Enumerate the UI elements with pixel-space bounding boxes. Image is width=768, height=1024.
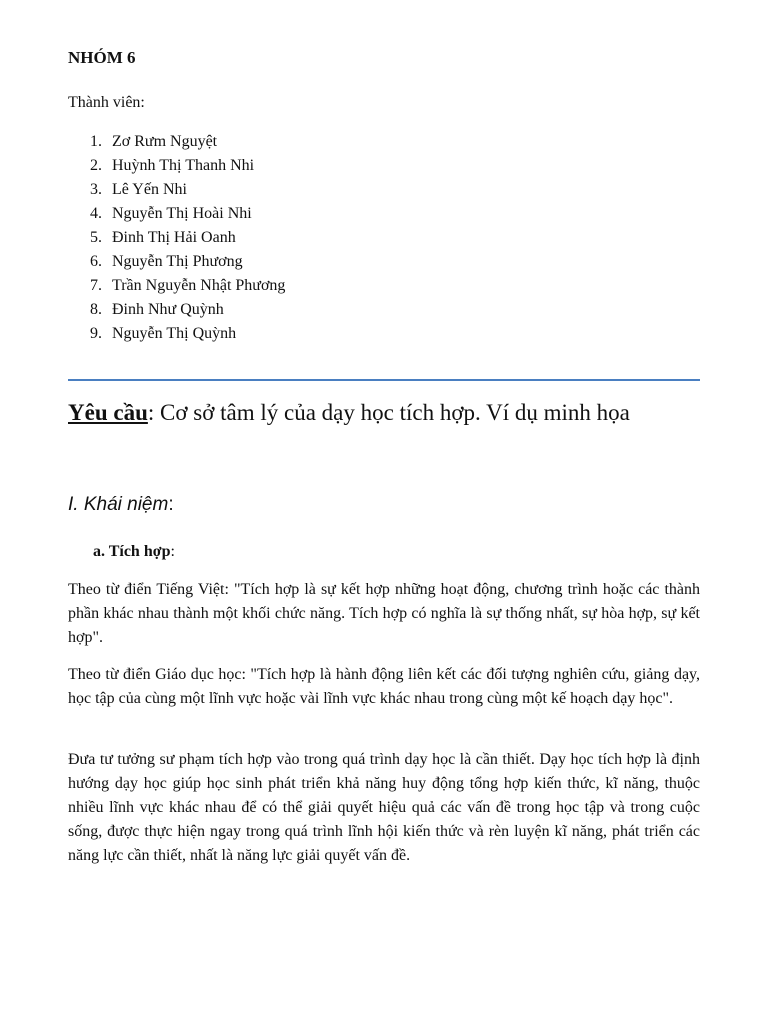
list-number: 2. [90,157,102,174]
list-number: 5. [90,229,102,246]
section-heading-text: I. Khái niệm [68,494,169,515]
list-item [90,178,285,202]
members-label: Thành viên: [68,94,145,111]
group-title: NHÓM 6 [68,48,136,67]
paragraph-integrated-teaching: Đưa tư tưởng sư phạm tích hợp vào trong quá trình dạy học là cần thiết. Dạy học tích hợp là định hướng dạy học giúp học sinh phát triển khả năng huy động tổng hợp kiến thức, kĩ năng, thuộc nhiều lĩnh vực khác nhau để có thể giải quyết hiệu quả các vấn đề trong học tập và trong cuộc sống, được thực hiện ngay trong quá trình lĩnh hội kiến thức và rèn luyện kĩ năng, phát triển các năng lực cần thiết, nhất là năng lực giải quyết vấn đề. [68,751,700,864]
member-list [90,130,285,346]
sub-heading-text: a. Tích hợp [93,543,171,560]
requirement-heading [68,400,630,426]
requirement-label: Yêu cầu [68,400,148,425]
section-heading-colon: : [168,494,174,515]
section-heading [68,494,174,516]
horizontal-divider [68,379,700,381]
list-item [90,274,285,298]
list-number: 3. [90,181,102,198]
paragraph-dictionary-education: Theo từ điển Giáo dục học: "Tích hợp là hành động liên kết các đối tượng nghiên cứu, giảng dạy, học tập của cùng một lĩnh vực hoặc vài lĩnh vực khác nhau trong cùng một kế hoạch dạy học". [68,666,700,707]
list-item [90,298,285,322]
member-name: Zơ Rưm Nguyệt [112,133,218,150]
list-item [90,250,285,274]
list-item [90,130,285,154]
member-name: Lê Yến Nhi [112,181,187,198]
list-number: 7. [90,277,102,294]
member-name: Trần Nguyễn Nhật Phương [112,277,286,294]
member-name: Đinh Thị Hải Oanh [112,229,236,246]
list-item [90,322,285,346]
sub-heading [93,543,175,561]
member-name: Nguyễn Thị Phương [112,253,243,270]
sub-heading-colon: : [170,543,175,560]
list-item [90,226,285,250]
list-number: 6. [90,253,102,270]
requirement-text: : Cơ sở tâm lý của dạy học tích hợp. Ví dụ minh họa [147,400,630,425]
member-name: Nguyễn Thị Hoài Nhi [112,205,252,222]
list-item [90,154,285,178]
member-name: Nguyễn Thị Quỳnh [112,325,237,342]
member-name: Đinh Như Quỳnh [112,301,224,318]
list-number: 9. [90,325,102,342]
member-name: Huỳnh Thị Thanh Nhi [112,157,255,174]
paragraph-dictionary-vietnamese: Theo từ điển Tiếng Việt: "Tích hợp là sự kết hợp những hoạt động, chương trình hoặc các thành phần khác nhau thành một khối chức năng. Tích hợp có nghĩa là sự thống nhất, sự hòa hợp, sự kết hợp". [68,581,700,646]
list-number: 1. [90,133,102,150]
list-number: 8. [90,301,102,318]
list-item [90,202,285,226]
list-number: 4. [90,205,102,222]
